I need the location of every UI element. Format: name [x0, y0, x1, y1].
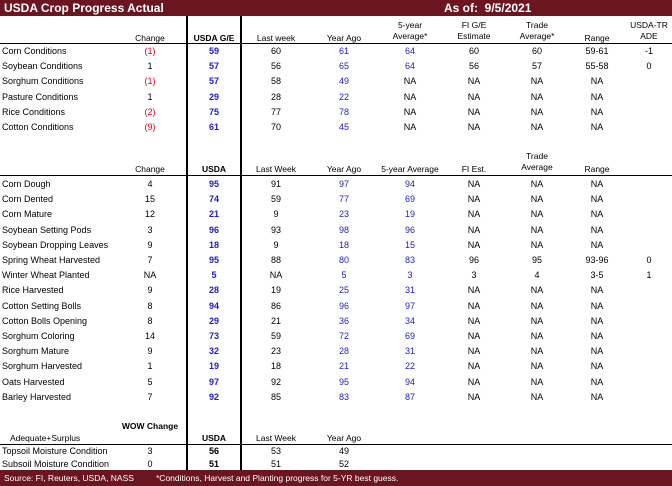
cell-range: NA [590, 376, 604, 387]
cell-usda: 96 [208, 224, 219, 235]
cell-year-ago: 97 [338, 179, 349, 189]
cell-usda: 74 [208, 194, 219, 205]
header-wow-change: WOW Change [121, 421, 179, 431]
cell-label: Sorghum Coloring [2, 331, 75, 341]
cell-range: 3-5 [590, 270, 604, 281]
cell-fi: NA [467, 76, 481, 87]
source-note: Source: FI, Reuters, USDA, NASS [4, 473, 134, 483]
table-row [0, 344, 672, 358]
cell-usda-trade: -1 [644, 46, 653, 56]
cell-usda: 59 [208, 46, 219, 56]
cell-range: NA [590, 331, 604, 341]
cell-change: 12 [144, 209, 155, 220]
cell-year-ago: 65 [338, 61, 349, 72]
cell-usda-trade: 0 [646, 61, 652, 72]
cell-change: 3 [147, 446, 153, 456]
cell-range: NA [590, 122, 604, 132]
cell-change: 0 [147, 459, 153, 469]
cell-trade: NA [530, 194, 544, 205]
cell-five-year: 64 [404, 61, 415, 72]
cell-label: Soybean Setting Pods [2, 224, 92, 235]
cell-usda: 92 [208, 391, 219, 402]
cell-last-week: 88 [270, 255, 281, 265]
cell-usda: 97 [208, 376, 219, 387]
cell-range: NA [590, 76, 604, 87]
cell-last-week: 21 [270, 315, 281, 326]
header-trade-progress: Trade Average [521, 151, 553, 172]
cell-fi: NA [467, 106, 481, 117]
table-row [0, 207, 672, 221]
cell-trade: NA [530, 315, 544, 326]
cell-last-week: NA [269, 270, 283, 281]
cell-change: NA [143, 270, 157, 281]
cell-label: Soybean Conditions [2, 61, 83, 72]
table-row [0, 390, 672, 404]
cell-change: 9 [147, 239, 153, 250]
cell-usda: 19 [208, 361, 219, 372]
cell-usda: 95 [208, 255, 219, 265]
cell-last-week: 60 [270, 46, 281, 56]
table-row [0, 359, 672, 373]
cell-label: Subsoil Moisture Condition [2, 459, 110, 469]
cell-year-ago: 25 [338, 285, 349, 296]
cell-five-year: 87 [404, 391, 415, 402]
cell-fi: NA [467, 224, 481, 235]
cell-range: NA [590, 209, 604, 220]
cell-change: 9 [147, 346, 153, 357]
cell-usda: 94 [208, 300, 219, 311]
cell-label: Rice Harvested [2, 285, 64, 296]
cell-fi: NA [467, 194, 481, 205]
cell-label: Soybean Dropping Leaves [2, 239, 109, 250]
cell-range: NA [590, 91, 604, 102]
cell-five-year: 94 [404, 376, 415, 387]
cell-change: 1 [147, 361, 153, 372]
header-usda-progress: USDA [201, 164, 227, 174]
cell-last-week: 53 [270, 446, 281, 456]
cell-last-week: 59 [270, 194, 281, 205]
cell-last-week: 56 [270, 61, 281, 72]
cell-label: Corn Mature [2, 209, 53, 220]
cell-fi: 60 [468, 46, 479, 56]
cell-change: 7 [147, 391, 153, 402]
cell-year-ago: 77 [338, 194, 349, 205]
cell-last-week: 23 [270, 346, 281, 357]
cell-fi: NA [467, 300, 481, 311]
cell-change: 5 [147, 376, 153, 387]
footer-bar [0, 470, 672, 486]
cell-fi: 56 [468, 61, 479, 72]
cell-change: 4 [147, 179, 153, 189]
cell-range: NA [590, 391, 604, 402]
header-last-week: Last week [256, 33, 296, 43]
cell-change: 1 [147, 61, 153, 72]
cell-range: NA [590, 239, 604, 250]
cell-usda-trade: 0 [646, 255, 652, 265]
cell-trade: 60 [531, 46, 542, 56]
header-five-year: 5-year Average* [392, 20, 428, 41]
cell-trade: NA [530, 376, 544, 387]
table-row [0, 192, 672, 206]
cell-trade: NA [530, 179, 544, 189]
cell-trade: NA [530, 91, 544, 102]
cell-usda: 75 [208, 106, 219, 117]
header-trade-average: Trade Average* [519, 20, 555, 41]
cell-year-ago: 49 [338, 446, 349, 456]
cell-five-year: NA [403, 122, 417, 132]
cell-usda: 61 [208, 122, 219, 132]
cell-five-year: 83 [404, 255, 415, 265]
header-year-ago-progress: Year Ago [326, 164, 362, 174]
cell-fi: NA [467, 361, 481, 372]
header-usda-trade: USDA-TRADE [630, 20, 668, 41]
cell-five-year: NA [403, 106, 417, 117]
cell-year-ago: 96 [338, 300, 349, 311]
cell-year-ago: 23 [338, 209, 349, 220]
cell-year-ago: 49 [338, 76, 349, 87]
cell-five-year: 94 [404, 179, 415, 189]
cell-range: 93-96 [585, 255, 609, 265]
cell-trade: NA [530, 300, 544, 311]
cell-five-year: 64 [404, 46, 415, 56]
cell-label: Sorghum Harvested [2, 361, 83, 372]
cell-range: NA [590, 285, 604, 296]
cell-fi: NA [467, 331, 481, 341]
cell-year-ago: 72 [338, 331, 349, 341]
header-fi-estimate: FI G/E Estimate [457, 20, 491, 41]
cell-last-week: 91 [270, 179, 281, 189]
cell-change: 9 [147, 285, 153, 296]
cell-five-year: 3 [407, 270, 413, 281]
header-adequate-surplus: Adequate+Surplus [10, 433, 81, 443]
header-range-progress: Range [584, 164, 610, 174]
cell-fi: NA [467, 91, 481, 102]
cell-usda: 28 [208, 285, 219, 296]
header-last-week-progress: Last Week [255, 164, 296, 174]
cell-fi: NA [467, 315, 481, 326]
cell-fi: NA [467, 239, 481, 250]
cell-year-ago: 28 [338, 346, 349, 357]
cell-trade: NA [530, 122, 544, 132]
header-year-ago: Year Ago [326, 33, 362, 43]
cell-last-week: 77 [270, 106, 281, 117]
cell-trade: NA [530, 224, 544, 235]
cell-year-ago: 52 [338, 459, 349, 469]
cell-fi: NA [467, 179, 481, 189]
cell-year-ago: 18 [338, 239, 349, 250]
cell-label: Corn Dented [2, 194, 54, 205]
cell-usda: 73 [208, 331, 219, 341]
cell-year-ago: 5 [341, 270, 347, 281]
header-last-week-moisture: Last Week [255, 433, 296, 443]
as-of-label: As of: 9/5/2021 [444, 1, 532, 15]
cell-range: NA [590, 106, 604, 117]
cell-change: (1) [144, 46, 156, 56]
cell-label: Corn Conditions [2, 46, 67, 56]
cell-year-ago: 22 [338, 91, 349, 102]
cell-year-ago: 80 [338, 255, 349, 265]
cell-label: Cotton Setting Bolls [2, 300, 82, 311]
cell-label: Sorghum Conditions [2, 76, 84, 87]
cell-last-week: 51 [270, 459, 281, 469]
table-row [0, 44, 672, 58]
cell-fi: NA [467, 376, 481, 387]
cell-trade: NA [530, 239, 544, 250]
cell-change: 15 [144, 194, 155, 205]
header-change: Change [135, 33, 165, 43]
cell-change: (9) [144, 122, 156, 132]
table-row [0, 299, 672, 313]
cell-trade: NA [530, 76, 544, 87]
table-row [0, 444, 672, 458]
cell-last-week: 58 [270, 76, 281, 87]
cell-usda: 56 [208, 446, 219, 456]
cell-five-year: 19 [404, 209, 415, 220]
table-row [0, 120, 672, 134]
cell-change: (2) [144, 106, 156, 117]
cell-fi: NA [467, 285, 481, 296]
cell-change: (1) [144, 76, 156, 87]
cell-label: Pasture Conditions [2, 91, 79, 102]
table-row [0, 59, 672, 73]
cell-trade: NA [530, 346, 544, 357]
header-usda-ge: USDA G/E [193, 33, 235, 43]
cell-label: Oats Harvested [2, 376, 65, 387]
cell-fi: NA [467, 209, 481, 220]
table-row [0, 223, 672, 237]
cell-five-year: 97 [404, 300, 415, 311]
cell-fi: NA [467, 346, 481, 357]
cell-label: Rice Conditions [2, 106, 66, 117]
header-usda-moisture: USDA [201, 433, 227, 443]
cell-range: 55-58 [585, 61, 609, 72]
cell-usda: 5 [211, 270, 217, 281]
cell-last-week: 19 [270, 285, 281, 296]
cell-fi: 96 [468, 255, 479, 265]
cell-last-week: 9 [273, 209, 279, 220]
header-range: Range [584, 33, 610, 43]
cell-usda: 57 [208, 61, 219, 72]
cell-trade: NA [530, 331, 544, 341]
table-row [0, 268, 672, 282]
cell-trade: NA [530, 391, 544, 402]
cell-usda-trade: 1 [646, 270, 652, 281]
cell-label: Sorghum Mature [2, 346, 70, 357]
title-bar [0, 0, 672, 16]
cell-year-ago: 61 [338, 46, 349, 56]
cell-usda: 57 [208, 76, 219, 87]
cell-five-year: NA [403, 91, 417, 102]
cell-last-week: 70 [270, 122, 281, 132]
cell-label: Topsoil Moisture Condition [2, 446, 108, 456]
cell-change: 14 [144, 331, 155, 341]
header-year-ago-moisture: Year Ago [326, 433, 362, 443]
cell-range: NA [590, 179, 604, 189]
cell-five-year: 69 [404, 194, 415, 205]
cell-fi: NA [467, 122, 481, 132]
cell-year-ago: 78 [338, 106, 349, 117]
cell-range: NA [590, 194, 604, 205]
table-row [0, 105, 672, 119]
cell-range: NA [590, 224, 604, 235]
cell-last-week: 93 [270, 224, 281, 235]
cell-usda: 51 [208, 459, 219, 469]
table-row [0, 283, 672, 297]
cell-year-ago: 21 [338, 361, 349, 372]
cell-trade: NA [530, 361, 544, 372]
cell-usda: 95 [208, 179, 219, 189]
progress-header-rule [0, 175, 672, 176]
cell-trade: 95 [531, 255, 542, 265]
cell-label: Winter Wheat Planted [2, 270, 90, 281]
cell-usda: 32 [208, 346, 219, 357]
cell-last-week: 9 [273, 239, 279, 250]
cell-trade: 57 [531, 61, 542, 72]
cell-five-year: 15 [404, 239, 415, 250]
cell-label: Barley Harvested [2, 391, 72, 402]
cell-trade: NA [530, 209, 544, 220]
cell-five-year: 31 [404, 346, 415, 357]
cell-five-year: 22 [404, 361, 415, 372]
cell-last-week: 59 [270, 331, 281, 341]
footnote: *Conditions, Harvest and Planting progress for 5-YR best guess. [156, 473, 399, 483]
cell-fi: 3 [471, 270, 477, 281]
table-row [0, 253, 672, 267]
cell-fi: NA [467, 391, 481, 402]
cell-last-week: 92 [270, 376, 281, 387]
cell-label: Cotton Conditions [2, 122, 74, 132]
cell-usda: 18 [208, 239, 219, 250]
cell-label: Cotton Bolls Opening [2, 315, 88, 326]
cell-last-week: 18 [270, 361, 281, 372]
cell-year-ago: 83 [338, 391, 349, 402]
cell-trade: NA [530, 106, 544, 117]
table-row [0, 90, 672, 104]
cell-year-ago: 45 [338, 122, 349, 132]
cell-five-year: 69 [404, 331, 415, 341]
cell-five-year: NA [403, 76, 417, 87]
cell-usda: 21 [208, 209, 219, 220]
cell-label: Corn Dough [2, 179, 51, 189]
cell-year-ago: 98 [338, 224, 349, 235]
cell-label: Spring Wheat Harvested [2, 255, 101, 265]
cell-five-year: 96 [404, 224, 415, 235]
cell-trade: 4 [534, 270, 540, 281]
cell-last-week: 85 [270, 391, 281, 402]
cell-year-ago: 36 [338, 315, 349, 326]
table-row [0, 177, 672, 191]
cell-range: 59-61 [585, 46, 609, 56]
cell-change: 3 [147, 224, 153, 235]
cell-range: NA [590, 346, 604, 357]
table-row [0, 314, 672, 328]
cell-year-ago: 95 [338, 376, 349, 387]
cell-change: 8 [147, 315, 153, 326]
table-row [0, 457, 672, 471]
cell-usda: 29 [208, 315, 219, 326]
cell-usda: 29 [208, 91, 219, 102]
header-change-progress: Change [135, 164, 165, 174]
header-five-year-progress: 5-year Average [381, 164, 439, 174]
cell-change: 7 [147, 255, 153, 265]
cell-last-week: 28 [270, 91, 281, 102]
cell-change: 1 [147, 91, 153, 102]
cell-trade: NA [530, 285, 544, 296]
table-row [0, 238, 672, 252]
table-row [0, 329, 672, 343]
table-row [0, 74, 672, 88]
page-title: USDA Crop Progress Actual [4, 1, 164, 15]
cell-range: NA [590, 361, 604, 372]
cell-change: 8 [147, 300, 153, 311]
cell-range: NA [590, 315, 604, 326]
cell-last-week: 86 [270, 300, 281, 311]
cell-five-year: 31 [404, 285, 415, 296]
cell-five-year: 34 [404, 315, 415, 326]
header-fi-est-progress: FI Est. [461, 164, 487, 174]
table-row [0, 375, 672, 389]
cell-range: NA [590, 300, 604, 311]
